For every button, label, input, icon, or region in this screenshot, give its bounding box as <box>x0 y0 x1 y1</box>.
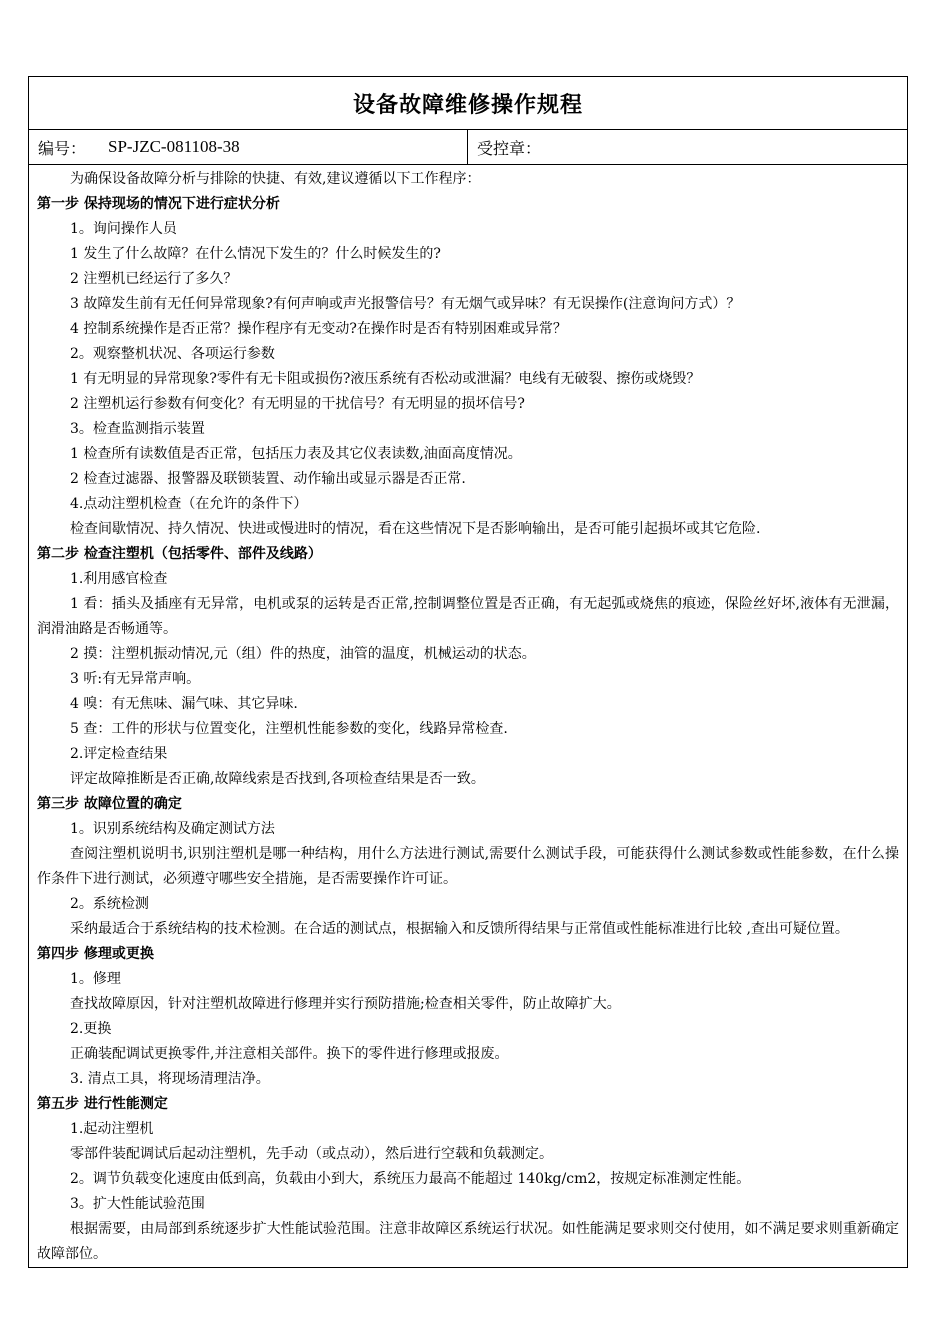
list-item: 2 摸：注塑机振动情况,元（组）件的热度，油管的温度，机械运动的状态。 <box>70 646 536 662</box>
paragraph: 评定故障推断是否正确,故障线索是否找到,各项检查结果是否一致。 <box>70 771 485 787</box>
list-item: 2 检查过滤器、报警器及联锁装置、动作输出或显示器是否正常. <box>70 471 466 487</box>
document-number-cell <box>29 130 468 164</box>
subsection-title: 3。扩大性能试验范围 <box>70 1196 205 1212</box>
list-item: 2 注塑机运行参数有何变化？有无明显的干扰信号？有无明显的损坏信号? <box>70 396 525 412</box>
document-number-value: SP-JZC-081108-38 <box>108 137 240 156</box>
paragraph: 零部件装配调试后起动注塑机，先手动（或点动），然后进行空载和负载测定。 <box>70 1146 553 1162</box>
list-item: 4 嗅：有无焦味、漏气味、其它异味. <box>70 696 298 712</box>
paragraph: 根据需要，由局部到系统逐步扩大性能试验范围。注意非故障区系统运行状况。如性能满足要求则交付使用，如不满足要求则重新确定故障部位。 <box>37 1221 899 1262</box>
list-item: 2。调节负载变化速度由低到高，负载由小到大，系统压力最高不能超过 140kg/cm2，按规定标准测定性能。 <box>70 1171 751 1187</box>
control-stamp-label: 受控章： <box>477 138 542 158</box>
list-item: 4 控制系统操作是否正常？操作程序有无变动?在操作时是否有特别困难或异常？ <box>70 321 567 337</box>
list-item: 1 发生了什么故障？在什么情况下发生的？什么时候发生的? <box>70 246 441 262</box>
subsection-title: 1.利用感官检查 <box>70 571 168 587</box>
list-item: 1 检查所有读数值是否正常，包括压力表及其它仪表读数,油面高度情况。 <box>70 446 522 462</box>
list-item: 3 故障发生前有无任何异常现象?有何声响或声光报警信号？有无烟气或异味？有无误操作(注意询问方式）？ <box>70 296 741 312</box>
intro-text: 为确保设备故障分析与排除的快捷、有效,建议遵循以下工作程序： <box>70 171 481 187</box>
document-number-label: 编号： <box>38 138 87 158</box>
paragraph: 查找故障原因，针对注塑机故障进行修理并实行预防措施;检查相关零件，防止故障扩大。 <box>70 996 621 1012</box>
list-item: 5 查：工件的形状与位置变化，注塑机性能参数的变化，线路异常检查. <box>70 721 508 737</box>
procedure-document <box>28 76 908 1268</box>
list-item: 1 有无明显的异常现象?零件有无卡阻或损伤?液压系统有否松动或泄漏？电线有无破裂、擦伤或烧毁？ <box>70 371 701 387</box>
paragraph: 采纳最适合于系统结构的技术检测。在合适的测试点，根据输入和反馈所得结果与正常值或性能标准进行比较 ,查出可疑位置。 <box>70 921 849 937</box>
paragraph: 正确装配调试更换零件,并注意相关部件。换下的零件进行修理或报废。 <box>70 1046 509 1062</box>
list-item: 3. 清点工具，将现场清理洁净。 <box>70 1071 270 1087</box>
subsection-title: 2。观察整机状况、各项运行参数 <box>70 346 275 362</box>
subsection-title: 2。系统检测 <box>70 896 149 912</box>
document-title: 设备故障维修操作规程 <box>352 92 583 118</box>
subsection-title: 2.评定检查结果 <box>70 746 168 762</box>
paragraph: 查阅注塑机说明书,识别注塑机是哪一种结构，用什么方法进行测试,需要什么测试手段，可能获得什么测试参数或性能参数，在什么操作条件下进行测试，必须遵守哪些安全措施，是否需要操作许可证。 <box>37 846 899 887</box>
subsection-title: 1.起动注塑机 <box>70 1121 154 1137</box>
step-heading: 第一步 保持现场的情况下进行症状分析 <box>37 196 280 212</box>
step-heading: 第四步 修理或更换 <box>37 946 154 962</box>
title-row <box>29 77 907 130</box>
subsection-title: 3。检查监测指示装置 <box>70 421 205 437</box>
list-item: 3 听:有无异常声响。 <box>70 671 201 687</box>
step-heading: 第五步 进行性能测定 <box>37 1096 168 1112</box>
subsection-title: 2.更换 <box>70 1021 112 1037</box>
subsection-title: 1。询问操作人员 <box>70 221 177 237</box>
subsection-title: 1。修理 <box>70 971 121 987</box>
list-item: 2 注塑机已经运行了多久？ <box>70 271 238 287</box>
meta-row <box>29 130 907 165</box>
subsection-title: 1。识别系统结构及确定测试方法 <box>70 821 275 837</box>
subsection-title: 4.点动注塑机检查（在允许的条件下） <box>70 496 308 512</box>
step-heading: 第二步 检查注塑机（包括零件、部件及线路） <box>37 546 322 562</box>
paragraph: 检查间歇情况、持久情况、快进或慢进时的情况，看在这些情况下是否影响输出，是否可能引起损坏或其它危险. <box>70 521 761 537</box>
control-stamp-cell <box>468 130 907 164</box>
document-body <box>29 165 907 1267</box>
list-item: 1 看：插头及插座有无异常，电机或泵的运转是否正常,控制调整位置是否正确，有无起弧或烧焦的痕迹，保险丝好坏,液体有无泄漏，润滑油路是否畅通等。 <box>37 596 899 637</box>
step-heading: 第三步 故障位置的确定 <box>37 796 182 812</box>
